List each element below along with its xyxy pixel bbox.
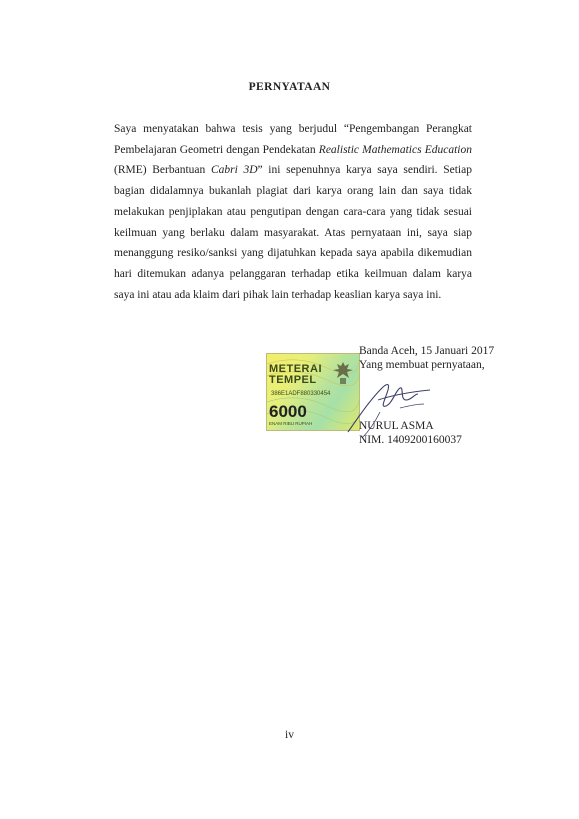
place-date: Banda Aceh, 15 Januari 2017	[359, 345, 495, 357]
page-title: PERNYATAAN	[248, 81, 331, 93]
stamp-line2: TEMPEL	[269, 374, 317, 386]
statement-text-part1: Saya menyatakan bahwa tesis yang berjudul “Pengembangan Perangkat Pembelajaran Geometri dengan Pendekatan	[114, 123, 472, 156]
statement-text	[114, 119, 472, 305]
stamp-line1: METERAI	[269, 363, 322, 375]
maker-label: Yang membuat pernyataan,	[359, 359, 485, 371]
stamp-serial: 386E1ADF880330454	[271, 391, 331, 397]
statement-text-part3: ” ini sepenuhnya karya saya sendiri. Setiap bagian didalamnya bukanlah plagiat dari karya orang lain dan saya tidak melakukan penjiplakan atau pengutipan dengan cara-cara yang tidak sesuai keilmuan yang berlaku dalam masyarakat. Atas pernyataan ini, saya siap menanggung resiko/sanksi yang dijatuhkan kepada saya apabila dikemudian hari ditemukan adanya pelanggaran terhadap etika keilmuan dalam karya saya ini atau ada klaim dari pihak lain terhadap keaslian karya saya ini.	[114, 164, 472, 301]
statement-italic-rme: Realistic Mathematics Education	[318, 143, 472, 156]
signer-nim: NIM. 1409200160037	[359, 434, 462, 446]
stamp-value: 6000	[269, 402, 307, 421]
page-number: iv	[285, 729, 294, 741]
statement-text-part2: (RME) Berbantuan	[114, 164, 211, 177]
statement-paragraph	[114, 119, 472, 305]
stamp-sub: ENAM RIBU RUPIAH	[269, 421, 313, 426]
statement-italic-cabri: Cabri 3D	[210, 164, 258, 177]
signer-name: NURUL ASMA	[359, 420, 434, 432]
